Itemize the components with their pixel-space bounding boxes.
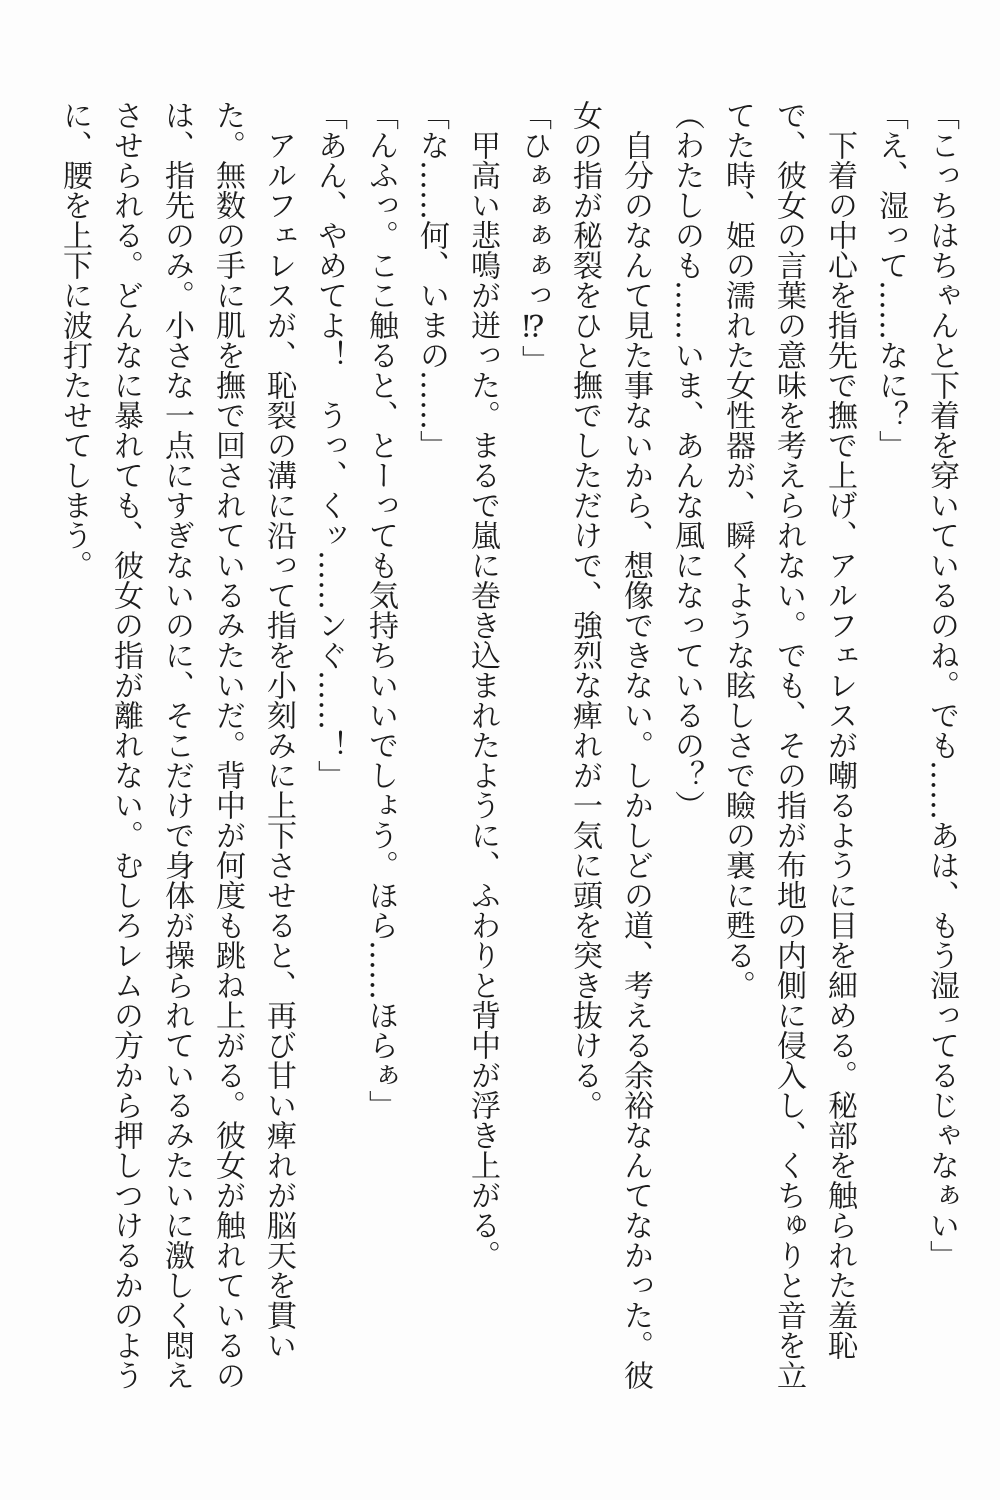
paragraph-narration: 下着の中心を指先で撫で上げ、アルフェレスが嘲るように目を細める。秘部を触られた羞恥で、彼女の言葉の意味を考えられない。でも、その指が布地の内側に侵入し、くちゅりと音を立てた時、姫の濡れた女性器が、瞬くような眩しさで瞼の裏に甦る。 [720,100,857,1390]
paragraph-dialogue: 「な……何、いまの……」 [414,100,449,460]
paragraph-dialogue: 「あん、やめてよ！ うっ、くッ……ンぐ……！」 [312,100,347,790]
paragraph-narration: アルフェレスが、恥裂の溝に沿って指を小刻みに上下させると、再び甘い痺れが脳天を貫いた。無数の手に肌を撫で回されているみたいだ。背中が何度も跳ね上がる。彼女が触れているのは、指先のみ。小さな一点にすぎないのに、そこだけで身体が操られているみたいに激しく悶えさせられる。どんなに暴れても、彼女の指が離れない。むしろレムの方から押しつけるかのように、腰を上下に波打たせてしまう。 [57,100,296,1390]
paragraph-narration: 自分のなんて見た事ないから、想像できない。しかしどの道、考える余裕なんてなかった。彼女の指が秘裂をひと撫でしただけで、強烈な痺れが一気に頭を突き抜ける。 [567,100,653,1390]
paragraph-dialogue: 「こっちはちゃんと下着を穿いているのね。でも……あは、もう湿ってるじゃなぁい」 [924,100,959,1270]
vertical-text-block [49,100,967,1396]
paragraph-dialogue: 「んふっ。ここ触ると、とーっても気持ちいいでしょう。ほら……ほらぁ」 [363,100,398,1120]
paragraph-dialogue: 「え、湿って……なに？」 [873,100,908,460]
paragraph-narration: 甲高い悲鳴が迸った。まるで嵐に巻き込まれたように、ふわりと背中が浮き上がる。 [465,130,500,1270]
paragraph-dialogue: 「ひぁぁぁぁっ⁉」 [516,100,551,375]
paragraph-thought: （わたしのも……いま、あんな風になっているの？） [669,100,704,820]
